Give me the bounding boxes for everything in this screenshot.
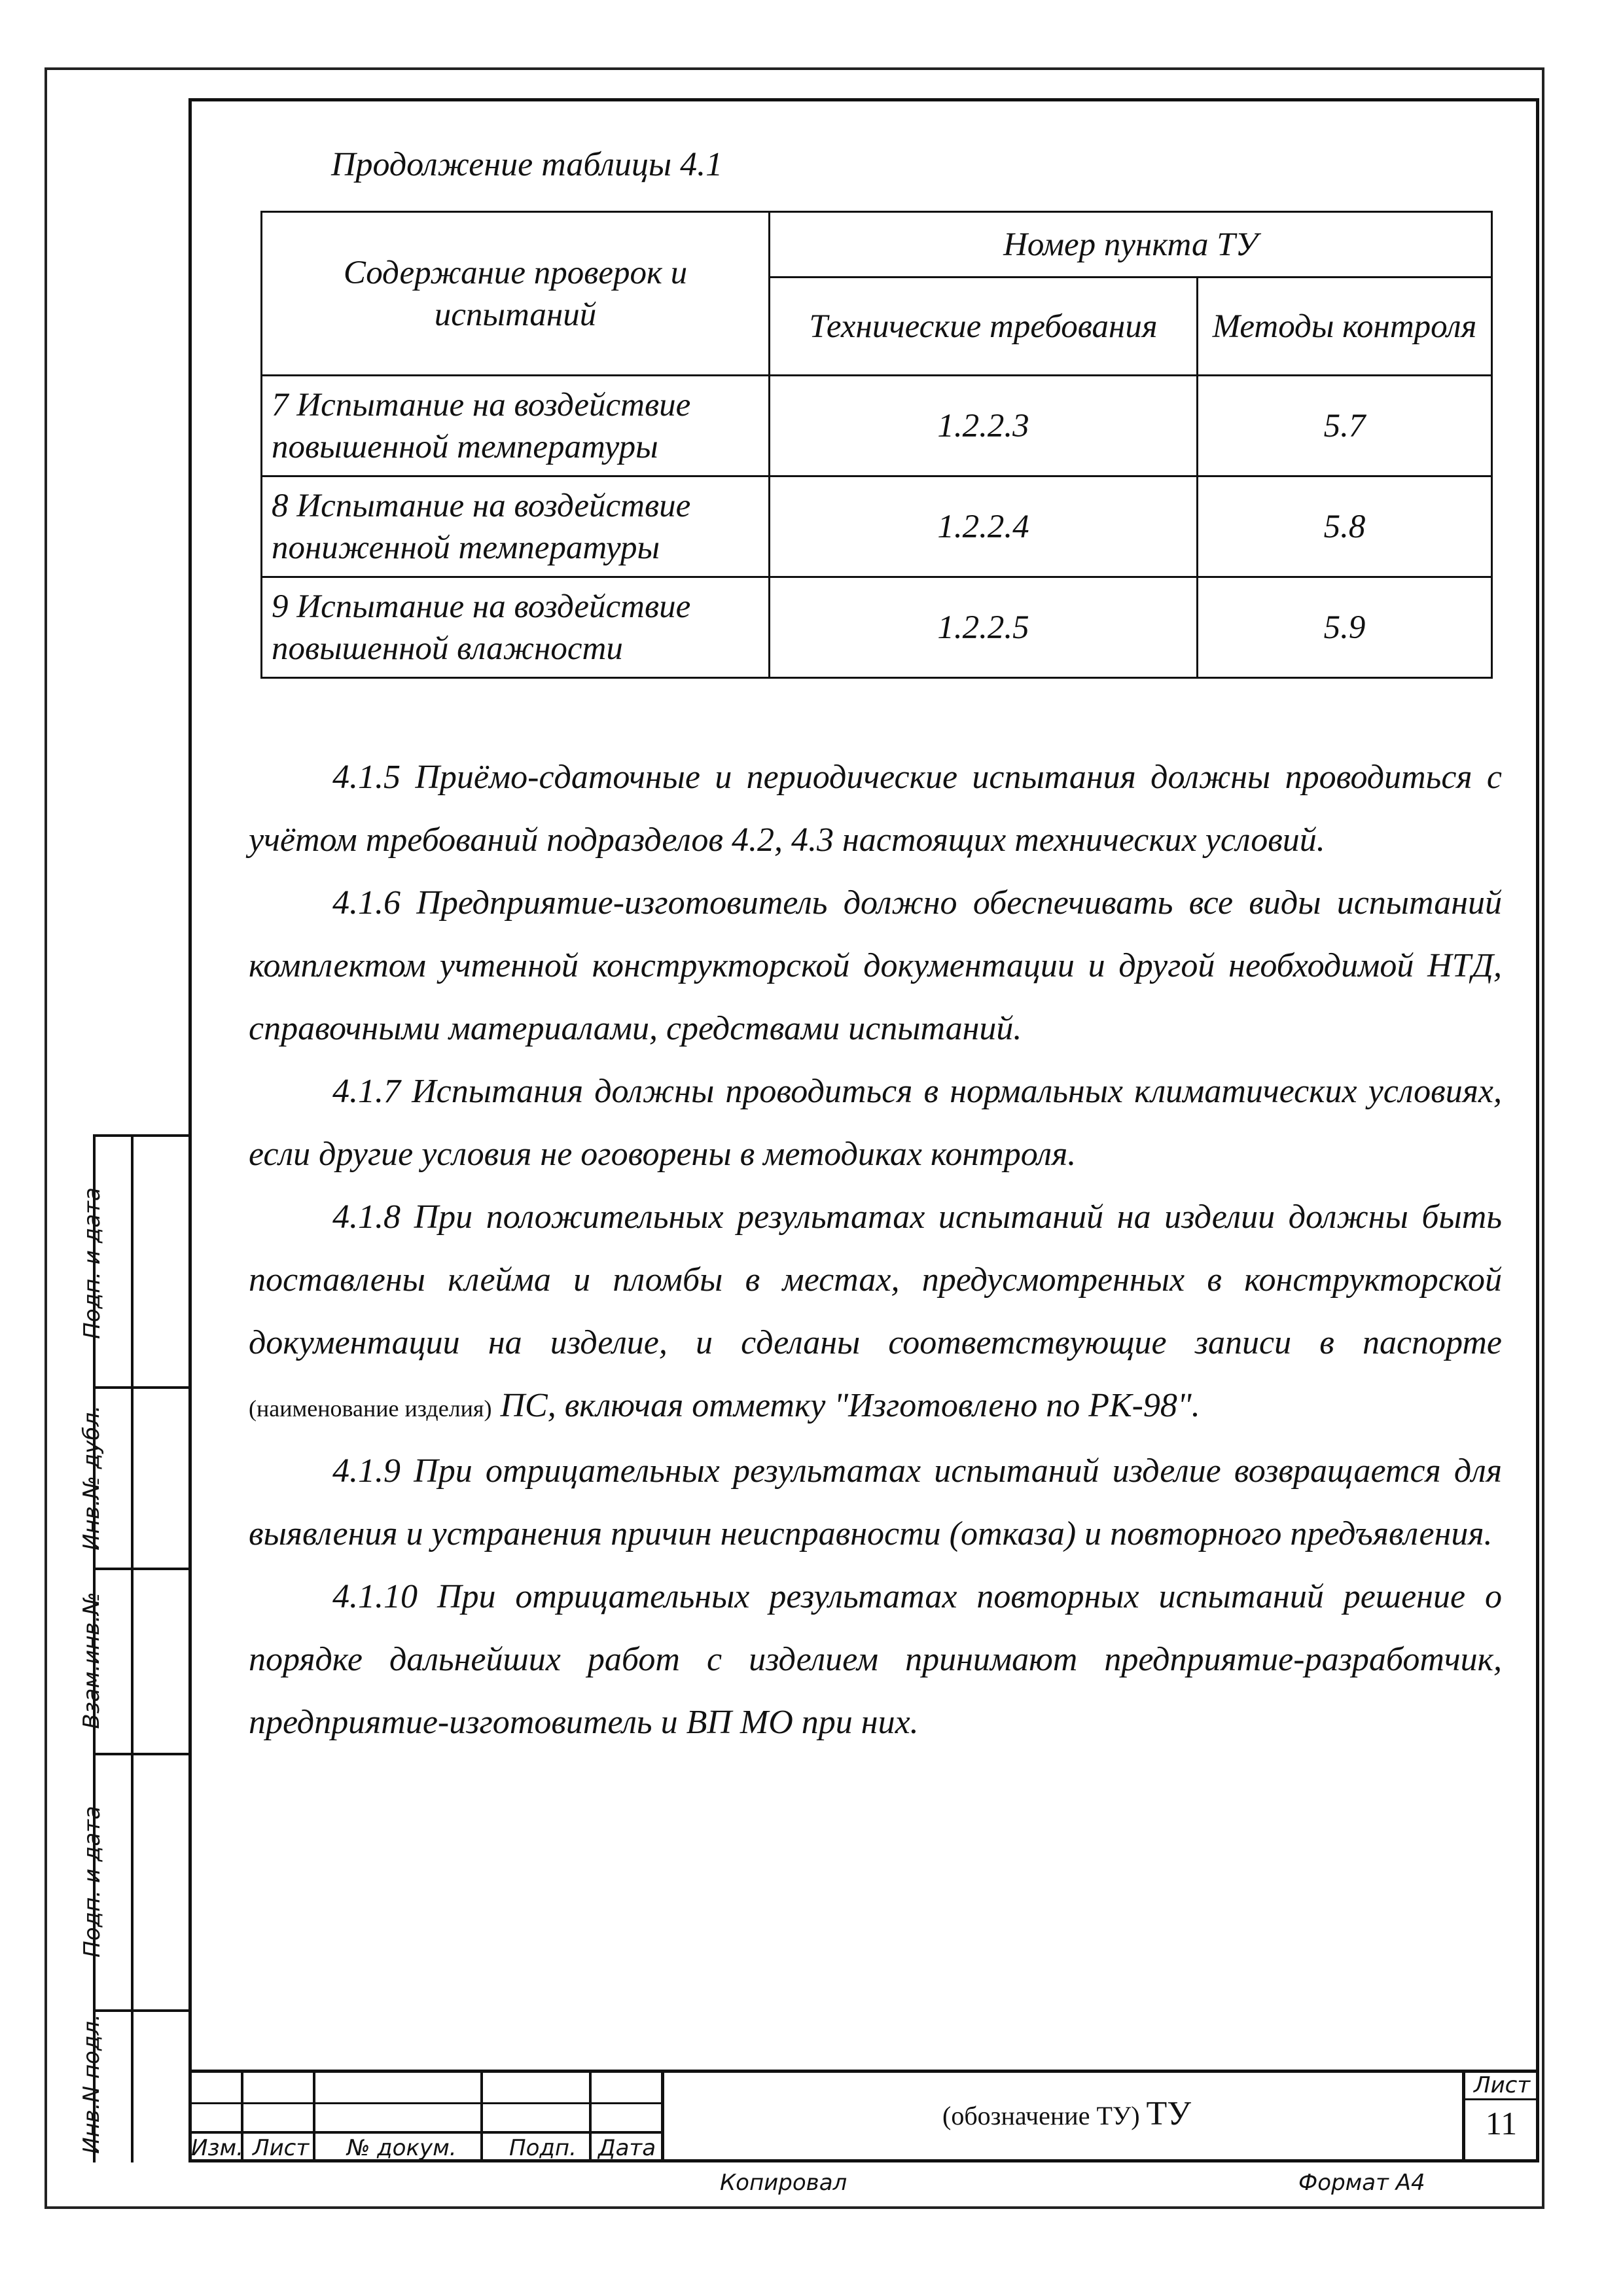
sheet-number: 11 (1485, 2105, 1518, 2142)
table-row (262, 476, 1492, 577)
side-label-dup-inv: Инв.№ дубл. (79, 1405, 105, 1551)
table-row (262, 577, 1492, 678)
tb-list: Лист (253, 2135, 310, 2161)
side-label-orig-inv: Инв.N подл. (79, 2014, 105, 2154)
checks-table (260, 211, 1493, 679)
header-content: Содержание проверок и испытаний (262, 212, 770, 376)
row-method: 5.7 (1198, 376, 1492, 476)
side-label-sign-date-bottom: Подп. и дата (79, 1806, 105, 1958)
row-method: 5.9 (1198, 577, 1492, 678)
header-group: Номер пункта ТУ (770, 212, 1492, 278)
paragraph-4-1-7: 4.1.7 Испытания должны проводиться в нормальных климатических условиях, если другие условия не оговорены в методиках контроля. (249, 1073, 1502, 1173)
footer-format: Формат А4 (1298, 2170, 1425, 2196)
tb-doc-no: № докум. (347, 2135, 457, 2161)
tb-izm: Изм. (191, 2135, 243, 2161)
document-designation (942, 2094, 1191, 2133)
paragraph-4-1-8-part-a: 4.1.8 При положительных результатах испытаний на изделии должны быть поставлены клейма и пломбы в местах, предусмотренных в конструкторской документации на изделие, и сделаны соответствующие записи в паспорте (249, 1198, 1502, 1361)
header-methods: Методы контроля (1198, 278, 1492, 376)
paragraph-4-1-9: 4.1.9 При отрицательных результатах испытаний изделие возвращается для выявления и устранения причин неисправности (отказа) и повторного предъявления. (249, 1452, 1502, 1552)
table-row (262, 376, 1492, 476)
tb-sign: Подп. (509, 2135, 577, 2161)
row-requirement: 1.2.2.4 (770, 476, 1198, 577)
row-content: 7 Испытание на воздействие повышенной температуры (262, 376, 770, 476)
paragraph-4-1-6: 4.1.6 Предприятие-изготовитель должно обеспечивать все виды испытаний комплектом учтенной конструкторской документации и другой необходимой НТД, справочными материалами, средствами испытаний. (249, 884, 1502, 1047)
side-label-swap-inv: Взам.инв.№ (79, 1592, 105, 1729)
table-header-row (262, 212, 1492, 278)
product-name-placeholder: (наименование изделия) (249, 1395, 492, 1422)
designation-small: (обозначение ТУ) (942, 2101, 1140, 2130)
header-requirements: Технические требования (770, 278, 1198, 376)
tb-sheet-label: Лист (1474, 2072, 1531, 2098)
row-method: 5.8 (1198, 476, 1492, 577)
row-requirement: 1.2.2.3 (770, 376, 1198, 476)
side-label-sign-date-top: Подп. и дата (79, 1187, 105, 1339)
designation-big: ТУ (1146, 2095, 1192, 2132)
paragraph-4-1-5: 4.1.5 Приёмо-сдаточные и периодические испытания должны проводиться с учётом требований подразделов 4.2, 4.3 настоящих технических условий. (249, 759, 1502, 859)
table-caption: Продолжение таблицы 4.1 (331, 146, 723, 183)
row-requirement: 1.2.2.5 (770, 577, 1198, 678)
footer-copied: Копировал (720, 2170, 847, 2196)
paragraph-4-1-10: 4.1.10 При отрицательных результатах повторных испытаний решение о порядке дальнейших работ с изделием принимают предприятие-разработчик, предприятие-изготовитель и ВП МО при них. (249, 1578, 1502, 1741)
row-content: 9 Испытание на воздействие повышенной влажности (262, 577, 770, 678)
body-text (249, 746, 1502, 1754)
paragraph-4-1-8-part-b: ПС, включая отметку "Изготовлено по РК-98". (491, 1387, 1200, 1424)
tb-date: Дата (598, 2135, 656, 2161)
paragraph-4-1-8 (249, 1186, 1502, 1440)
row-content: 8 Испытание на воздействие пониженной температуры (262, 476, 770, 577)
